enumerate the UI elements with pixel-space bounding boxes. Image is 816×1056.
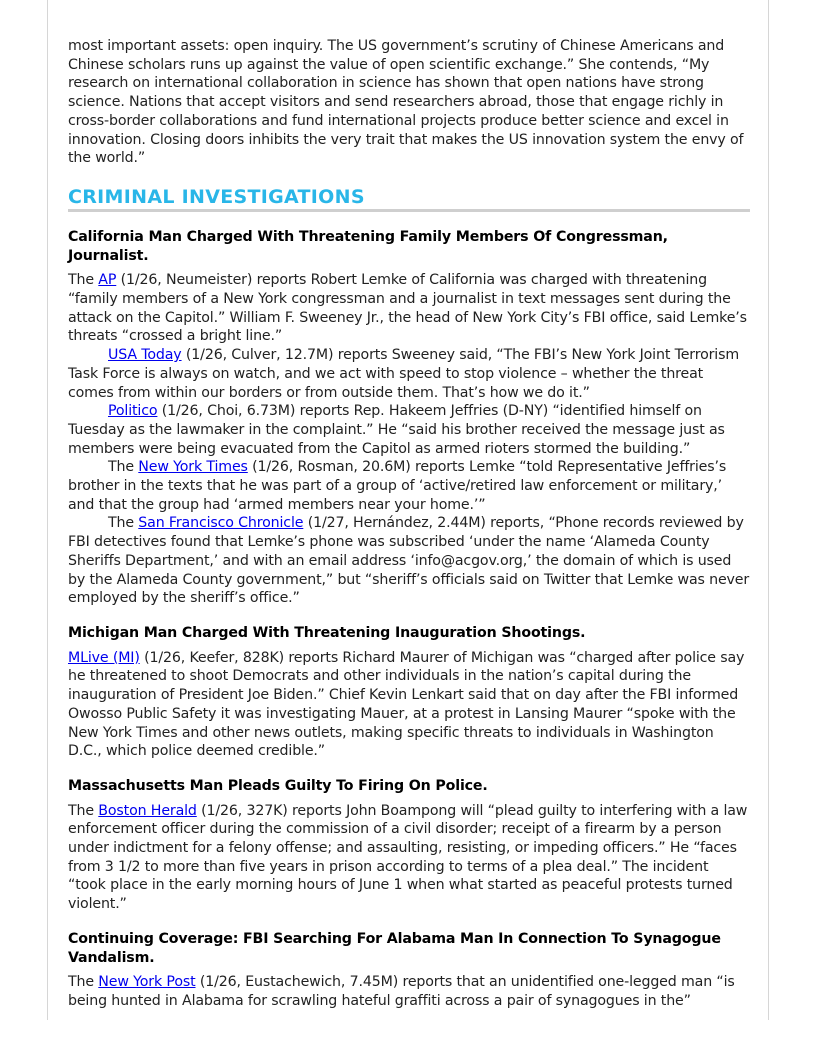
paragraph-text: (1/26, Neumeister) reports Robert Lemke of California was charged with threatening “family members of a New York congressman and a journalist in text messages sent during the attack on the Capitol.” William F. Sweeney Jr., the head of New York City’s FBI office, said Lemke’s threats “crossed a bright line.” — [68, 272, 747, 345]
paragraph-lead: The — [108, 459, 139, 476]
paragraph-lead: The — [68, 802, 99, 819]
source-link[interactable]: New York Post — [98, 974, 196, 991]
article-paragraph — [68, 402, 750, 458]
source-link[interactable]: MLive (MI) — [68, 649, 140, 666]
source-link[interactable]: New York Times — [138, 459, 248, 476]
source-link[interactable]: San Francisco Chronicle — [138, 515, 304, 532]
paragraph-text: (1/26, 327K) reports John Boampong will “plead guilty to interfering with a law enforcement officer during the commission of a civil disorder; receipt of a firearm by a person under indictment for a felony offense; and assaulting, resisting, or impeding officers.” He “faces from 3 1/2 to more than five years in prison according to terms of a plea deal.” The incident “took place in the early morning hours of June 1 when what started as peaceful protests turned violent.” — [68, 802, 748, 913]
article-paragraph — [68, 514, 750, 608]
paragraph-text: (1/27, Hernández, 2.44M) reports, “Phone records reviewed by FBI detectives found that Lemke’s phone was subscribed ‘under the name ‘Alameda County Sheriffs Department,’ and with an email address ‘info@acgov.org,’ the domain of which is used by the Alameda County government,” but “sheriff’s officials said on Twitter that Lemke was never employed by the sheriff’s office.” — [68, 515, 750, 607]
article-headline: Michigan Man Charged With Threatening Inauguration Shootings. — [68, 624, 586, 641]
paragraph-lead: The — [108, 515, 139, 532]
source-link[interactable]: AP — [98, 272, 117, 289]
paragraph-text: (1/26, Eustachewich, 7.45M) reports that an unidentified one-legged man “is being hunted in Alabama for scrawling hateful graffiti across a pair of synagogues in the” — [68, 974, 735, 1009]
article-paragraph — [68, 973, 750, 1010]
article-headline: Continuing Coverage: FBI Searching For Alabama Man In Connection To Synagogue Vandalism. — [68, 930, 721, 966]
paragraph-lead: The — [68, 272, 99, 289]
paragraph-text: (1/26, Culver, 12.7M) reports Sweeney said, “The FBI’s New York Joint Terrorism Task Force is always on watch, and we act with speed to stop violence – whether the threat comes from within our borders or from outside them. That’s how we do it.” — [68, 347, 739, 401]
intro-paragraph: most important assets: open inquiry. The US government’s scrutiny of Chinese Americans and Chinese scholars runs up against the value of open scientific exchange.” She contends, “My research on international collaboration in science has shown that open nations have strong science. Nations that accept visitors and send researchers abroad, those that engage richly in cross-border collaborations and fund international projects produce better science and excel in innovation. Closing doors inhibits the very trait that makes the US innovation system the envy of the world.” — [68, 38, 744, 167]
source-link[interactable]: Boston Herald — [98, 802, 197, 819]
paragraph-text: (1/26, Choi, 6.73M) reports Rep. Hakeem Jeffries (D-NY) “identified himself on Tuesday as the lawmaker in the complaint.” He “said his brother received the message just as members were being evacuated from the Capitol as armed rioters stormed the building.” — [68, 403, 725, 457]
articles — [68, 228, 750, 1011]
article-headline: California Man Charged With Threatening Family Members Of Congressman, Journalist. — [68, 228, 668, 264]
article-paragraph — [68, 802, 750, 914]
section-title: CRIMINAL INVESTIGATIONS — [68, 185, 750, 212]
article-paragraph — [68, 346, 750, 402]
article-paragraph — [68, 458, 750, 514]
article-headline: Massachusetts Man Pleads Guilty To Firing On Police. — [68, 777, 488, 794]
source-link[interactable]: Politico — [108, 403, 158, 420]
document-body — [68, 37, 750, 1011]
paragraph-lead: The — [68, 974, 99, 991]
source-link[interactable]: USA Today — [108, 347, 182, 364]
article-paragraph — [68, 649, 750, 761]
article-paragraph — [68, 271, 750, 346]
paragraph-text: (1/26, Rosman, 20.6M) reports Lemke “told Representative Jeffries’s brother in the texts that he was part of a group of ‘active/retired law enforcement or military,’ and that the group had ‘armed members near your home.’” — [68, 459, 727, 513]
paragraph-text: (1/26, Keefer, 828K) reports Richard Maurer of Michigan was “charged after police say he threatened to shoot Democrats and other individuals in the nation’s capital during the inauguration of President Joe Biden.” Chief Kevin Lenkart said that on day after the FBI informed Owosso Public Safety it was investigating Mauer, at a protest in Lansing Maurer “spoke with the New York Times and other news outlets, making specific threats to individuals in Washington D.C., which police deemed credible.” — [68, 649, 745, 760]
